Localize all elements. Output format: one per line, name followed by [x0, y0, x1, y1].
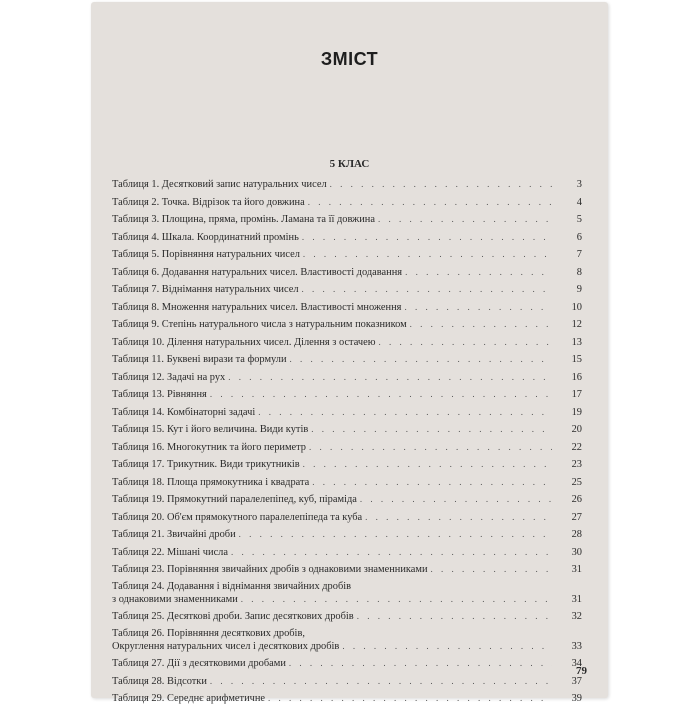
dot-leader: [311, 423, 552, 435]
toc-entry-title: Таблиця 14. Комбінаторні задачі: [112, 406, 256, 418]
toc-entry-page: 5: [576, 214, 582, 225]
toc-entry-title: Таблиця 5. Порівняння натуральних чисел: [112, 249, 300, 260]
toc-entry-title: Таблиця 21. Звичайні дроби: [112, 529, 236, 540]
toc-entry-title: Таблиця 25. Десяткові дроби. Запис десяткових дробів: [112, 611, 354, 622]
dot-leader: [302, 283, 552, 295]
toc-entry[interactable]: [112, 493, 582, 511]
toc-entry-title: Таблиця 8. Множення натуральних чисел. Властивості множення: [112, 301, 402, 313]
toc-entry-page: 20: [571, 424, 582, 435]
dot-leader: [228, 371, 552, 383]
toc-entry-title: Таблиця 6. Додавання натуральних чисел. Властивості додавання: [112, 266, 403, 278]
dot-leader: [290, 353, 552, 365]
dot-leader: [258, 406, 552, 418]
book-page: [91, 2, 608, 704]
toc-entry-title: Таблиця 19. Прямокутний паралелепіпед, куб, піраміда: [112, 494, 357, 505]
toc-entry-page: 23: [571, 459, 582, 470]
dot-leader: [404, 301, 552, 313]
page-number: 79: [576, 665, 587, 677]
toc-entry-title: Таблиця 15. Кут і його величина. Види кутів: [112, 424, 309, 435]
toc-entry-page: 16: [571, 371, 582, 383]
dot-leader: [405, 266, 552, 278]
toc-entry-title: Таблиця 3. Площина, пряма, промінь. Ламана та її довжина: [112, 214, 375, 225]
toc-entry-page: 31: [571, 593, 582, 605]
toc-entry-page: 8: [576, 266, 582, 278]
dot-leader: [431, 563, 552, 575]
toc-entry[interactable]: [112, 675, 582, 693]
toc-entry[interactable]: [112, 657, 582, 675]
toc-entry-page: 6: [576, 231, 582, 243]
toc-entry-title: Таблиця 12. Задачі на рух: [112, 371, 226, 383]
dot-leader: [410, 318, 552, 330]
dot-leader: [342, 640, 552, 652]
toc-entry-title: Таблиця 13. Рівняння: [112, 389, 207, 400]
toc-entry[interactable]: [112, 213, 582, 231]
toc-entry[interactable]: [112, 353, 582, 371]
toc-entry-title: Таблиця 22. Мішані числа: [112, 546, 228, 558]
page-title: ЗМІСТ: [320, 49, 379, 69]
dot-leader: [357, 610, 552, 622]
dot-leader: [330, 178, 552, 190]
toc-entry-title: Таблиця 2. Точка. Відрізок та його довжина: [112, 196, 305, 208]
toc-entry-page: 37: [571, 675, 582, 687]
toc-entry[interactable]: [112, 231, 582, 249]
toc-entry-title: Таблиця 7. Віднімання натуральних чисел: [112, 284, 299, 295]
toc-entry-page: 19: [571, 406, 582, 418]
toc-entry-page: 7: [576, 249, 582, 260]
toc-entry-page: 32: [571, 611, 582, 622]
toc-entry-title: Таблиця 29. Середнє арифметичне: [112, 693, 266, 704]
toc-entry-page: 33: [571, 640, 582, 652]
toc-entry-title-continued: Округлення натуральних чисел і десяткових дробів: [112, 640, 340, 652]
toc-entry[interactable]: [112, 692, 582, 710]
dot-leader: [303, 458, 552, 470]
toc-entry-title: Таблиця 10. Ділення натуральних чисел. Ділення з остачею: [112, 336, 376, 348]
toc-entry[interactable]: [112, 283, 582, 301]
toc-entry[interactable]: [112, 581, 582, 611]
toc-entry[interactable]: [112, 388, 582, 406]
toc-entry[interactable]: [112, 610, 582, 628]
toc-entry[interactable]: [112, 196, 582, 214]
toc-entry[interactable]: [112, 458, 582, 476]
toc-entry-page: 25: [571, 476, 582, 488]
dot-leader: [379, 336, 552, 348]
toc-entry[interactable]: [112, 248, 582, 266]
toc-entry-title: Таблиця 28. Відсотки: [112, 675, 207, 687]
toc-entry-page: 12: [571, 319, 582, 330]
toc-entry-page: 15: [571, 354, 582, 365]
toc-entry[interactable]: [112, 546, 582, 564]
toc-entry-page: 10: [571, 301, 582, 313]
toc-entry-page: 17: [571, 389, 582, 400]
toc-entry-page: 34: [571, 658, 582, 669]
dot-leader: [210, 675, 552, 687]
toc-entry-title: Таблиця 11. Буквені вирази та формули: [112, 354, 287, 365]
toc-entry[interactable]: [112, 511, 582, 529]
toc-entry[interactable]: [112, 406, 582, 424]
dot-leader: [241, 593, 552, 605]
toc-entry-title: Таблиця 4. Шкала. Координатний промінь: [112, 231, 299, 243]
toc-entry-page: 22: [571, 441, 582, 453]
toc-entry-page: 27: [571, 511, 582, 523]
toc-entry[interactable]: [112, 476, 582, 494]
toc-entry-page: 9: [576, 284, 582, 295]
toc-entry-page: 26: [571, 494, 582, 505]
toc-entry-title: Таблиця 27. Дії з десятковими дробами: [112, 658, 286, 669]
dot-leader: [210, 388, 552, 400]
toc-entry[interactable]: [112, 301, 582, 319]
dot-leader: [302, 231, 552, 243]
dot-leader: [360, 493, 552, 505]
toc-entry-page: 13: [571, 336, 582, 348]
toc-entry-title: Таблиця 23. Порівняння звичайних дробів з однаковими знаменниками: [112, 564, 428, 575]
dot-leader: [268, 692, 552, 704]
section-heading: 5 КЛАС: [329, 158, 370, 170]
toc-entry[interactable]: [112, 371, 582, 389]
toc-entry-page: 39: [571, 693, 582, 704]
dot-leader: [312, 476, 552, 488]
dot-leader: [308, 196, 552, 208]
table-of-contents: [112, 178, 582, 710]
toc-entry-title: Таблиця 26. Порівняння десяткових дробів,: [112, 627, 305, 639]
toc-entry-page: 31: [571, 564, 582, 575]
toc-entry[interactable]: [112, 318, 582, 336]
toc-entry-page: 28: [571, 529, 582, 540]
dot-leader: [303, 248, 552, 260]
toc-entry[interactable]: [112, 336, 582, 354]
toc-entry-page: 4: [576, 196, 582, 208]
toc-entry-title: Таблиця 24. Додавання і віднімання звичайних дробів: [112, 580, 352, 592]
dot-leader: [365, 511, 552, 523]
toc-entry-page: 30: [571, 546, 582, 558]
toc-entry[interactable]: [112, 563, 582, 581]
toc-entry[interactable]: [112, 178, 582, 196]
toc-entry-page: 3: [576, 179, 582, 190]
toc-entry[interactable]: [112, 266, 582, 284]
toc-entry-title: Таблиця 16. Многокутник та його периметр: [112, 441, 307, 453]
toc-entry-title: Таблиця 20. Об'єм прямокутного паралелепіпеда та куба: [112, 511, 363, 523]
dot-leader: [309, 441, 552, 453]
toc-entry[interactable]: [112, 628, 582, 658]
toc-entry-title: Таблиця 17. Трикутник. Види трикутників: [112, 459, 300, 470]
toc-entry-title-continued: з однаковими знаменниками: [112, 593, 238, 605]
toc-entry[interactable]: [112, 423, 582, 441]
toc-entry[interactable]: [112, 441, 582, 459]
dot-leader: [289, 657, 552, 669]
toc-entry-title: Таблиця 1. Десятковий запис натуральних чисел: [112, 179, 327, 190]
dot-leader: [378, 213, 552, 225]
dot-leader: [239, 528, 552, 540]
toc-entry-title: Таблиця 9. Степінь натурального числа з натуральним показником: [112, 319, 407, 330]
toc-entry-title: Таблиця 18. Площа прямокутника і квадрата: [112, 476, 310, 488]
dot-leader: [231, 546, 552, 558]
toc-entry[interactable]: [112, 528, 582, 546]
